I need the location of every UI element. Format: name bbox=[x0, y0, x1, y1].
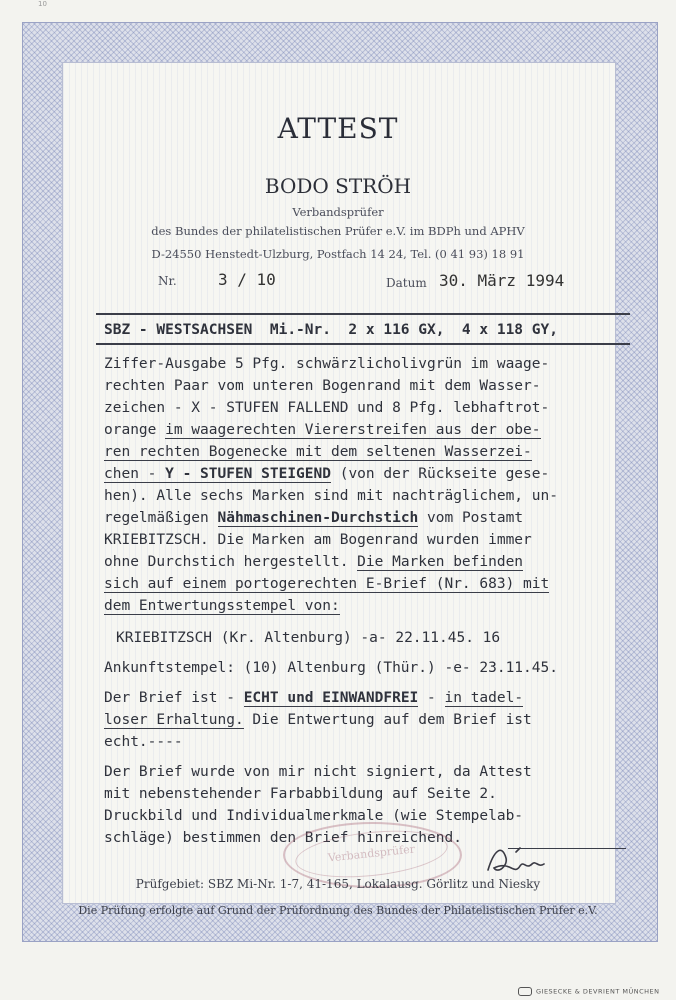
body-line bbox=[104, 576, 549, 592]
watermark-variety: Y - STUFEN STEIGEND bbox=[165, 466, 331, 482]
examiner-name: BODO STRÖH bbox=[264, 174, 412, 198]
body-line: KRIEBITZSCH. Die Marken am Bogenrand wurden immer bbox=[104, 532, 532, 548]
printer-mark: GIESECKE & DEVRIENT MÜNCHEN bbox=[518, 987, 660, 996]
stamp-text: Verbandsprüfer bbox=[293, 824, 450, 884]
body-line: zeichen - X - STUFEN FALLEND und 8 Pfg. lebhaftrot- bbox=[104, 400, 550, 416]
note-line: Der Brief wurde von mir nicht signiert, da Attest bbox=[104, 764, 532, 780]
heading-rule-bottom bbox=[96, 343, 630, 345]
underlined-phrase: im waagerechten Viererstreifen aus der obe- bbox=[165, 422, 541, 438]
stamp-catalog-heading: SBZ - WESTSACHSEN Mi.-Nr. 2 x 116 GX, 4 x 118 GY, bbox=[104, 322, 558, 338]
underlined-phrase: loser Erhaltung. bbox=[104, 712, 244, 728]
body-line: regelmäßigen Nähmaschinen-Durchstich vom Postamt bbox=[104, 510, 524, 526]
note-line: Druckbild und Individualmerkmale (wie Stempelab- bbox=[104, 808, 524, 824]
certificate-number: 3 / 10 bbox=[218, 270, 276, 289]
certificate-date: 30. März 1994 bbox=[439, 271, 565, 290]
heading-rule-top bbox=[96, 313, 630, 315]
body-line bbox=[104, 598, 340, 614]
underlined-phrase: dem Entwertungsstempel von: bbox=[104, 598, 340, 614]
date-label: Datum bbox=[386, 276, 427, 290]
perforation-variety: Nähmaschinen-Durchstich bbox=[217, 510, 419, 526]
certificate-title: ATTEST bbox=[277, 112, 399, 145]
examination-scope: Prüfgebiet: SBZ Mi-Nr. 1-7, 41-165, Lokalausg. Görlitz und Niesky bbox=[135, 877, 541, 891]
verdict-line: Der Brief ist - ECHT und EINWANDFREI - in tadel- bbox=[104, 690, 524, 706]
verdict-line: echt.---- bbox=[104, 734, 183, 750]
underlined-phrase: Die Marken befinden bbox=[357, 554, 524, 570]
association-line: des Bundes der philatelistischen Prüfer e.V. im BDPh und APHV bbox=[151, 224, 525, 238]
printer-logo-icon bbox=[518, 987, 532, 996]
note-line: schläge) bestimmen den Brief hinreichend. bbox=[104, 830, 462, 846]
verdict-line: loser Erhaltung. Die Entwertung auf dem Brief ist bbox=[104, 712, 532, 728]
pencil-mark: 10 bbox=[38, 0, 47, 8]
body-line: hen). Alle sechs Marken sind mit nachträglichem, un- bbox=[104, 488, 558, 504]
cancel-line: KRIEBITZSCH (Kr. Altenburg) -a- 22.11.45. 16 bbox=[116, 630, 501, 646]
body-line bbox=[104, 444, 532, 460]
arrival-line: Ankunftstempel: (10) Altenburg (Thür.) -e- 23.11.45. bbox=[104, 660, 558, 676]
underlined-phrase: in tadel- bbox=[444, 690, 524, 706]
number-label: Nr. bbox=[158, 274, 177, 288]
examiner-role: Verbandsprüfer bbox=[292, 205, 384, 219]
underlined-phrase: sich auf einem portogerechten E-Brief (Nr. 683) mit bbox=[104, 576, 550, 592]
body-line: Ziffer-Ausgabe 5 Pfg. schwärzlicholivgrün im waage- bbox=[104, 356, 550, 372]
note-line: mit nebenstehender Farbabbildung auf Seite 2. bbox=[104, 786, 497, 802]
underlined-phrase: ren rechten Bogenecke mit dem seltenen Wasserzei- bbox=[104, 444, 532, 460]
body-line: chen - Y - STUFEN STEIGEND (von der Rückseite gese- bbox=[104, 466, 550, 482]
examination-regulation: Die Prüfung erfolgte auf Grund der Prüfordnung des Bundes der Philatelistischen Prüfer e.V. bbox=[78, 904, 598, 917]
verdict: ECHT und EINWANDFREI bbox=[243, 690, 419, 706]
body-line: ohne Durchstich hergestellt. Die Marken befinden bbox=[104, 554, 524, 570]
address-line: D-24550 Henstedt-Ulzburg, Postfach 14 24, Tel. (0 41 93) 18 91 bbox=[151, 247, 525, 261]
body-line: rechten Paar vom unteren Bogenrand mit dem Wasser- bbox=[104, 378, 541, 394]
body-line: orange im waagerechten Viererstreifen aus der obe- bbox=[104, 422, 541, 438]
